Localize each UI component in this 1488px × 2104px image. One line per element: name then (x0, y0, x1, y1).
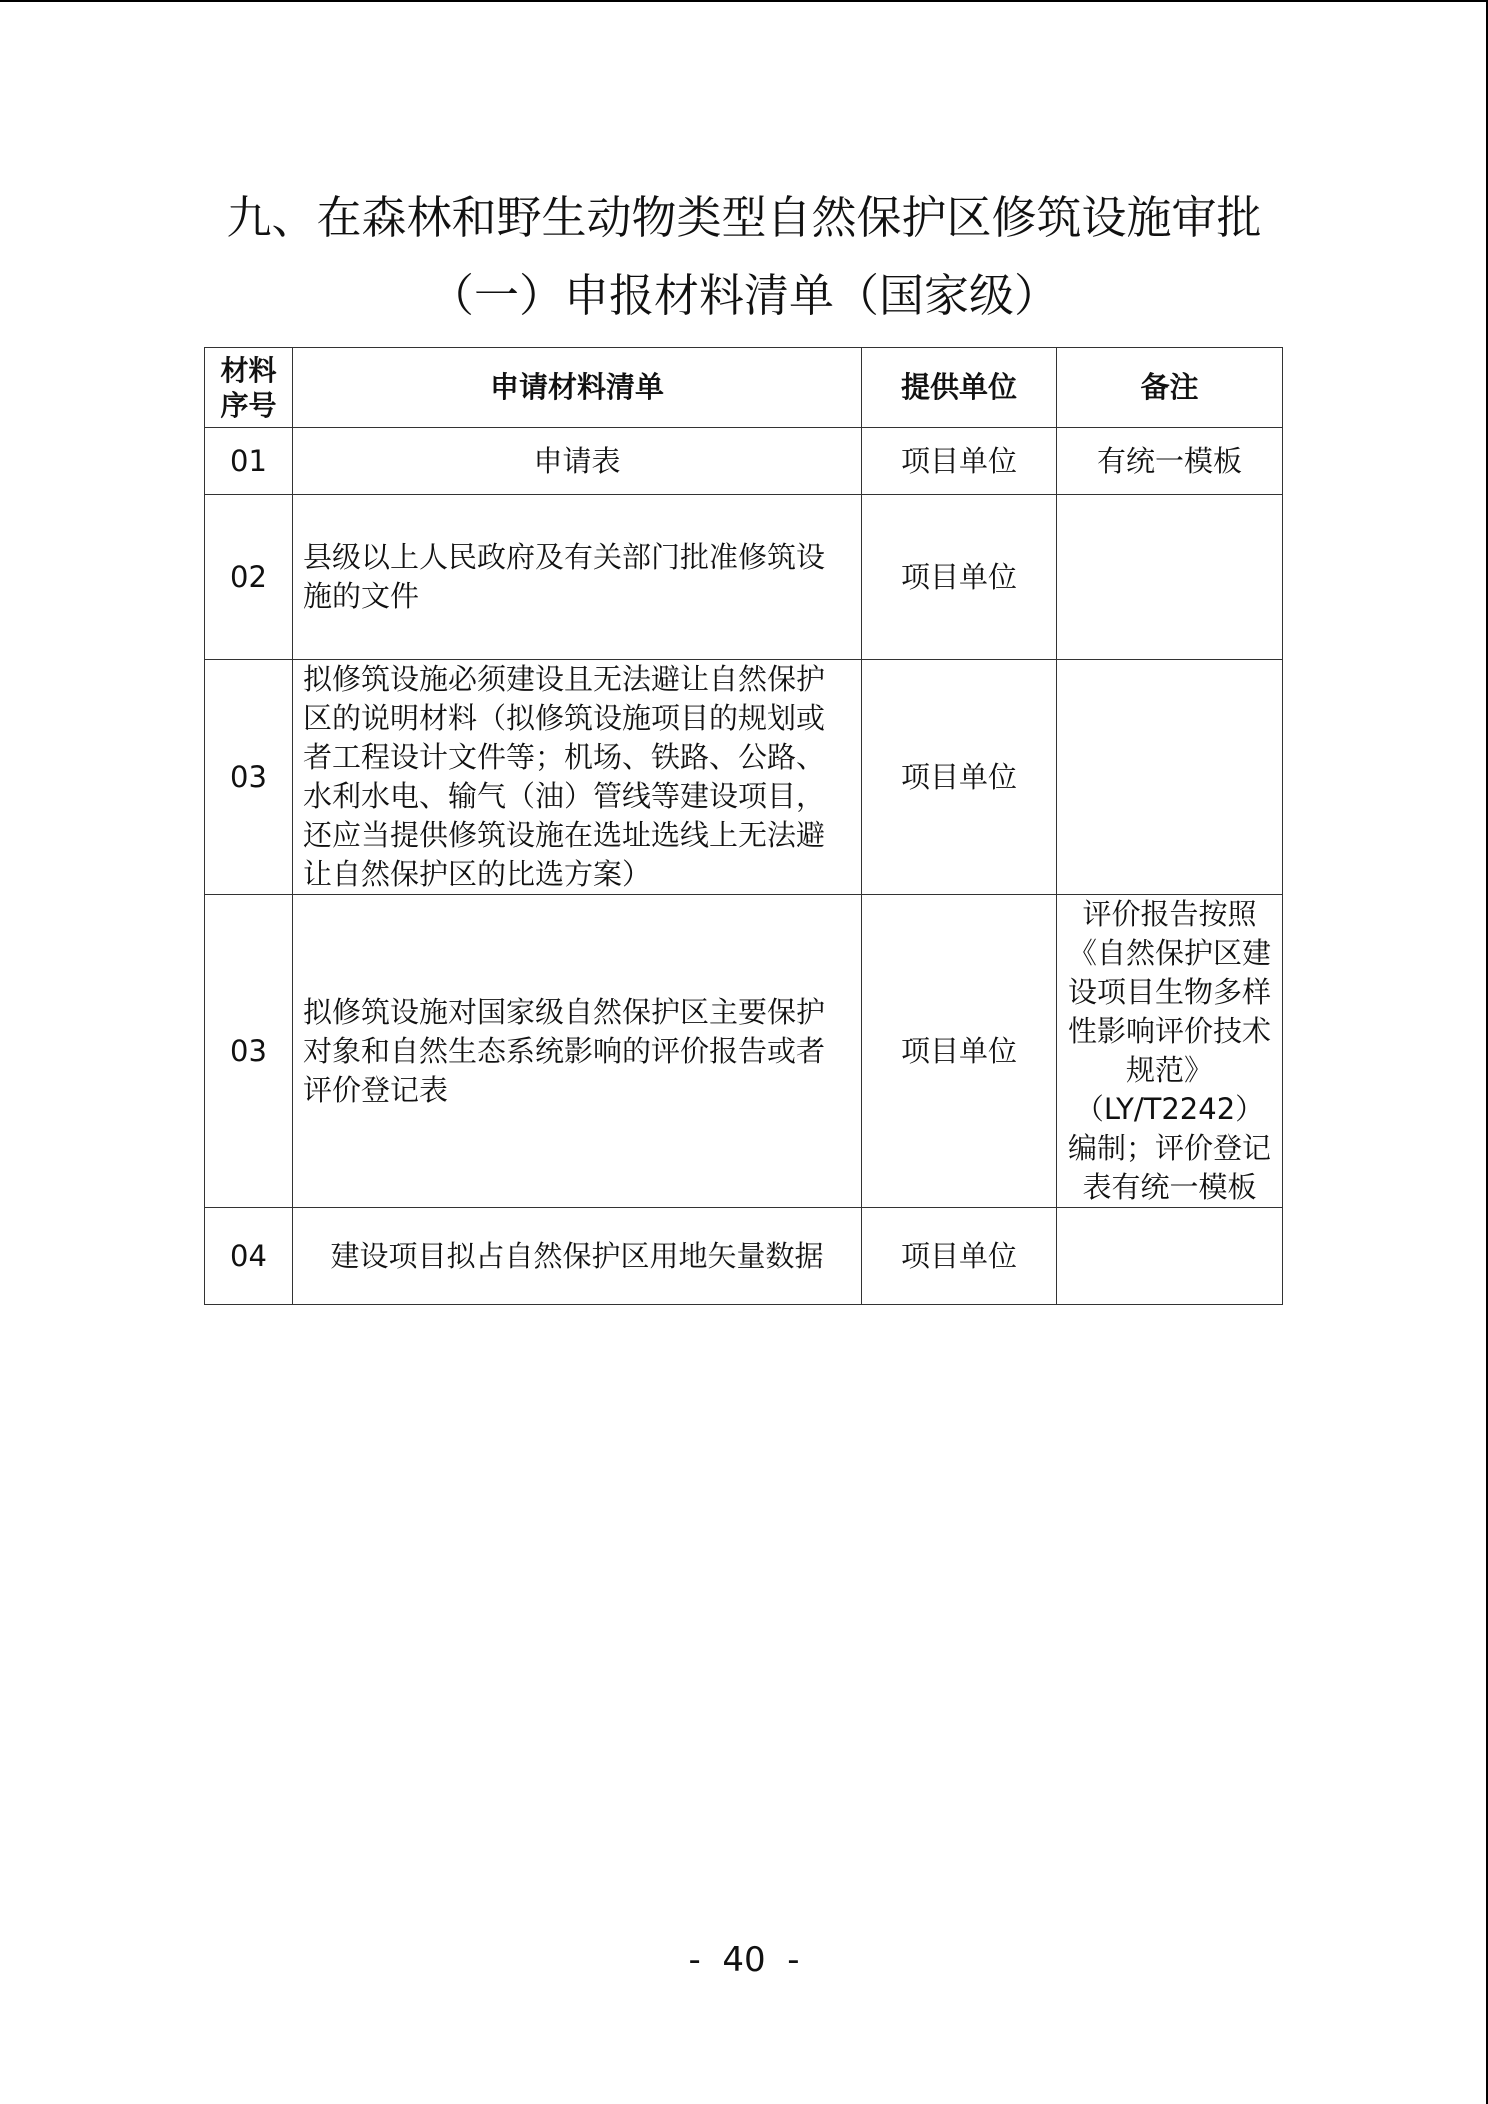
row-remarks (1057, 495, 1283, 660)
page-top-border (0, 0, 1488, 2)
header-material-list: 申请材料清单 (293, 348, 862, 428)
header-provider: 提供单位 (862, 348, 1057, 428)
row-provider: 项目单位 (862, 660, 1057, 895)
header-remarks: 备注 (1057, 348, 1283, 428)
row-item: 拟修筑设施对国家级自然保护区主要保护对象和自然生态系统影响的评价报告或者评价登记表 (293, 895, 862, 1208)
row-number: 03 (205, 660, 293, 895)
table-row (205, 495, 1283, 660)
row-number: 01 (205, 428, 293, 495)
row-provider: 项目单位 (862, 495, 1057, 660)
header-material-no (205, 348, 293, 428)
row-remarks: 评价报告按照《自然保护区建设项目生物多样性影响评价技术规范》（LY/T2242）编制；评价登记表有统一模板 (1057, 895, 1283, 1208)
table-row (205, 895, 1283, 1208)
row-item: 建设项目拟占自然保护区用地矢量数据 (293, 1208, 862, 1305)
header-material-no-line2: 序号 (220, 388, 277, 422)
document-title: 九、在森林和野生动物类型自然保护区修筑设施审批 (226, 191, 1262, 244)
table-row (205, 1208, 1283, 1305)
row-remarks (1057, 1208, 1283, 1305)
table-row (205, 428, 1283, 495)
row-remarks (1057, 660, 1283, 895)
document-subtitle: （一）申报材料清单（国家级） (428, 269, 1059, 322)
row-item: 申请表 (293, 428, 862, 495)
row-number: 03 (205, 895, 293, 1208)
table-header-row (205, 348, 1283, 428)
row-item: 县级以上人民政府及有关部门批准修筑设施的文件 (293, 495, 862, 660)
row-provider: 项目单位 (862, 895, 1057, 1208)
page-number: - 40 - (688, 1940, 800, 1980)
table-row (205, 660, 1283, 895)
row-number: 04 (205, 1208, 293, 1305)
row-number: 02 (205, 495, 293, 660)
row-provider: 项目单位 (862, 1208, 1057, 1305)
row-item: 拟修筑设施必须建设且无法避让自然保护区的说明材料（拟修筑设施项目的规划或者工程设计文件等；机场、铁路、公路、水利水电、输气（油）管线等建设项目，还应当提供修筑设施在选址选线上无法避让自然保护区的比选方案） (293, 660, 862, 895)
header-material-no-line1: 材料 (220, 353, 277, 387)
materials-table (204, 347, 1283, 1305)
row-provider: 项目单位 (862, 428, 1057, 495)
row-remarks: 有统一模板 (1057, 428, 1283, 495)
